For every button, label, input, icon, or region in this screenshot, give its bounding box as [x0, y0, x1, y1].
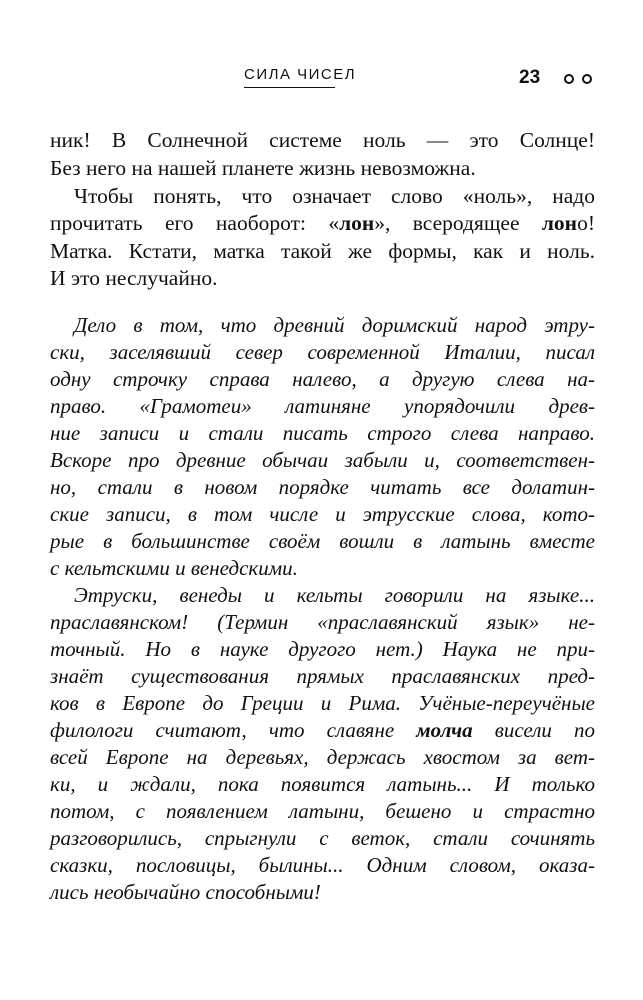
text-line	[50, 798, 595, 824]
bold-word: молча	[416, 718, 473, 742]
text-line	[50, 210, 595, 236]
text-segment: », всеродящее	[374, 211, 542, 235]
bold-word: лон	[541, 211, 578, 235]
text-segment: Чтобы понять, что означает слово «ноль», надо	[74, 184, 595, 208]
text-line	[50, 825, 595, 851]
text-line	[50, 771, 595, 797]
text-line	[50, 447, 595, 473]
text-line	[50, 474, 595, 500]
text-line	[74, 312, 595, 338]
bold-word: лон	[339, 211, 375, 235]
text-line	[50, 528, 595, 554]
text-line	[50, 879, 595, 905]
text-segment: Дело в том, что древний доримский народ этру-	[74, 313, 595, 337]
text-line	[50, 636, 595, 662]
text-segment: с кельтскими и венедскими.	[50, 556, 298, 580]
two-circles-ornament-icon	[564, 74, 592, 84]
text-segment: лись необычайно способными!	[50, 880, 321, 904]
page-number: 23	[519, 67, 541, 88]
text-segment: прочитать его наоборот: «	[50, 211, 340, 235]
text-line	[50, 127, 595, 153]
text-segment: рые в большинстве своём вошли в латынь вместе	[50, 529, 595, 553]
text-segment: сказки, пословицы, былины... Одним словом, оказа-	[50, 853, 595, 877]
text-segment: Этруски, венеды и кельты говорили на языке...	[74, 583, 595, 607]
text-line	[50, 744, 595, 770]
text-segment: праславянском! (Термин «праславянский язык» не-	[50, 610, 595, 634]
text-segment: о!	[577, 211, 595, 235]
text-segment: разговорились, спрыгнули с веток, стали сочинять	[50, 826, 595, 850]
section-title: СИЛА ЧИСЕЛ	[244, 66, 357, 83]
text-segment: одну строчку справа налево, а другую слева на-	[50, 367, 595, 391]
text-line	[50, 852, 595, 878]
text-segment: ние записи и стали писать строго слева направо.	[50, 421, 595, 445]
text-segment: ские записи, в том числе и этрусские слова, кото-	[50, 502, 595, 526]
text-line	[50, 690, 595, 716]
text-segment: знаёт существования прямых праславянских пред-	[50, 664, 595, 688]
text-segment: ки, и ждали, пока появится латынь... И только	[50, 772, 595, 796]
text-line	[50, 609, 595, 635]
text-segment: право. «Грамотеи» латиняне упорядочили древ-	[50, 394, 595, 418]
circle-icon	[564, 74, 574, 84]
text-segment: потом, с появлением латыни, бешено и страстно	[50, 799, 595, 823]
text-line	[50, 265, 595, 291]
text-segment: всей Европе на деревьях, держась хвостом за вет-	[50, 745, 595, 769]
text-line	[74, 582, 595, 608]
text-segment: но, стали в новом порядке читать все долатин-	[50, 475, 595, 499]
text-segment: Матка. Кстати, матка такой же формы, как и ноль.	[50, 239, 595, 263]
text-line	[50, 420, 595, 446]
section-title-underline	[244, 87, 335, 88]
text-line	[50, 663, 595, 689]
text-line	[50, 555, 595, 581]
text-segment: ски, заселявший север современной Италии, писал	[50, 340, 595, 364]
text-segment: ков в Европе до Греции и Рима. Учёные-переучёные	[50, 691, 595, 715]
text-line	[50, 501, 595, 527]
text-segment: Без него на нашей планете жизнь невозможна.	[50, 156, 476, 180]
text-segment: И это неслучайно.	[50, 266, 218, 290]
circle-icon	[582, 74, 592, 84]
text-segment: точный. Но в науке другого нет.) Наука не при-	[50, 637, 595, 661]
text-line	[74, 183, 595, 209]
text-line	[50, 366, 595, 392]
text-line	[50, 339, 595, 365]
text-segment: висели по	[472, 718, 595, 742]
running-header	[0, 0, 643, 100]
text-line	[50, 155, 595, 181]
text-segment: ник! В Солнечной системе ноль — это Солнце!	[50, 128, 595, 152]
text-segment: Вскоре про древние обычаи забыли и, соответствен-	[50, 448, 595, 472]
text-line	[50, 393, 595, 419]
text-segment: филологи считают, что славяне	[50, 718, 417, 742]
text-line	[50, 717, 595, 743]
text-line	[50, 238, 595, 264]
